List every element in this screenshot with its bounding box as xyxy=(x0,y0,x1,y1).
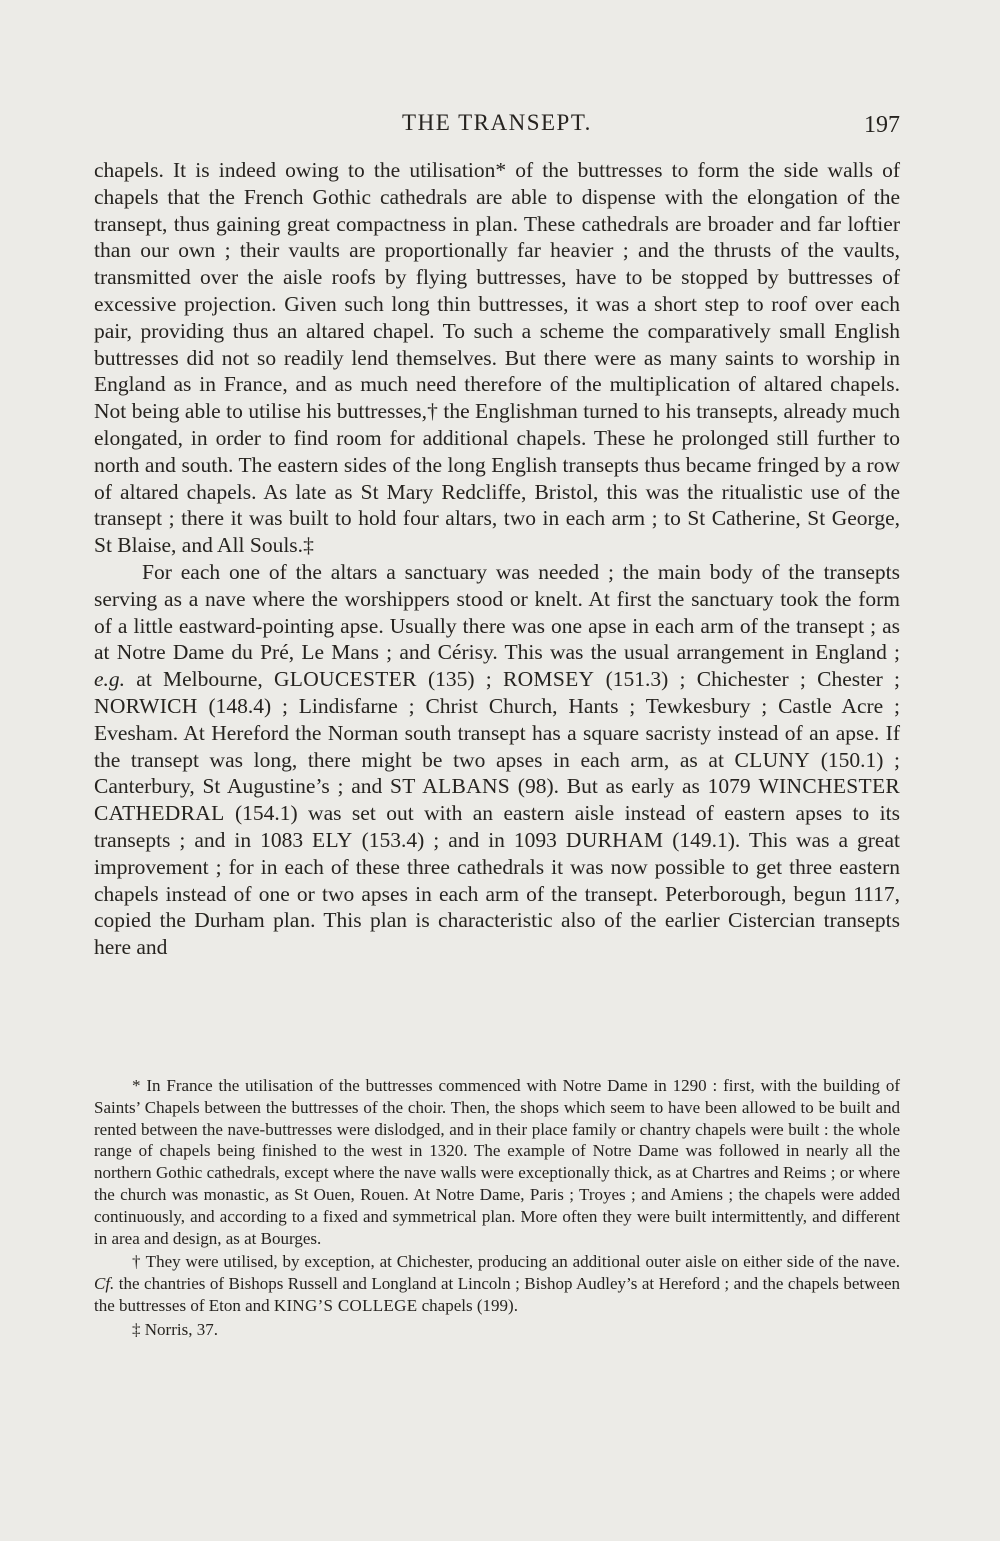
text-run: the Englishman turned to his transepts, already much elongated, in order to find room for additional chapels. These he prolonged still further to north and south. The eastern sides of the long English transepts thus became fringed by a row of altared chapels. As late as St Mary Redcliffe, Bristol, this was the ritualistic use of the transept ; there it was built to hold four altars, two in each arm ; to St Catherine, St George, St Blaise, and All Souls. xyxy=(94,399,900,558)
cross-reference: NORWICH xyxy=(94,693,198,718)
italic-abbreviation: e.g. xyxy=(94,667,126,692)
text-run: (148.4) ; Lindisfarne ; Christ Church, Hants ; Tewkesbury ; Castle Acre ; Evesham. At Hereford the Norman south transept has a square sacristy instead of an apse. If the transept was long, there might be two apses in each arm, as at xyxy=(94,693,900,772)
cross-reference: DURHAM xyxy=(565,827,664,852)
cross-reference: WINCHESTER CATHEDRAL xyxy=(94,774,901,826)
running-title: THE TRANSEPT. xyxy=(402,110,592,135)
footnotes xyxy=(94,1075,900,1341)
italic-abbreviation: Cf. xyxy=(94,1274,115,1294)
text-run: (149.1). This was a great improvement ; for in each of these three cathedrals it was now possible to get three eastern chapels instead of one or two apses in each arm of the transept. Peterborough, begun 1117, copied the Durham plan. This plan is characteristic also of the earlier Cistercian transepts here and xyxy=(94,827,900,960)
footnote-marker: * xyxy=(495,158,507,182)
text-run: chapels (199). xyxy=(417,1295,518,1315)
cross-reference: GLOUCESTER xyxy=(273,667,417,692)
text-run: † They were utilised, by exception, at Chichester, producing an additional outer aisle on either side of the nave. xyxy=(132,1252,900,1272)
page-number: 197 xyxy=(864,112,900,138)
body-text xyxy=(94,157,900,961)
paragraph-2 xyxy=(94,559,900,961)
paragraph-1 xyxy=(94,157,900,559)
page-header xyxy=(94,108,900,142)
text-run: (151.3) ; Chichester ; Chester ; xyxy=(594,667,900,692)
footnote-3: ‡ Norris, 37. xyxy=(132,1319,218,1339)
text-run: (98). But as early as 1079 xyxy=(510,774,759,799)
cross-reference: ST ALBANS xyxy=(390,774,511,799)
text-run: (135) ; xyxy=(416,667,503,692)
text-run: For each one of the altars a sanctuary was needed ; the main body of the transepts serving as a nave where the worshippers stood or knelt. At first the sanctuary took the form of a little eastward-pointing apse. Usually there was one apse in each arm of the transept ; as at Notre Dame du Pré, Le Mans ; and Cérisy. This was the usual arrangement in England ; xyxy=(94,559,900,665)
footnote-2 xyxy=(94,1251,900,1316)
cross-reference: CLUNY xyxy=(734,747,811,772)
footnote-1: * In France the utilisation of the buttresses commenced with Notre Dame in 1290 : first, with the building of Saints’ Chapels between the buttresses of the choir. Then, the shops which seem to have been allowed to be built and rented between the nave-buttresses were dislodged, and in their place family or chantry chapels were built : the whole range of chapels being finished to the west in 1320. The example of Notre Dame was followed in nearly all the northern Gothic cathedrals, except where the nave walls were exceptionally thick, as at Chartres and Reims ; or where the church was monastic, as St Ouen, Rouen. At Notre Dame, Paris ; Troyes ; and Amiens ; the chapels were added continuously, and according to a fixed and symmetrical plan. More often they were built intermittently, and different in area and design, as at Bourges. xyxy=(94,1076,900,1248)
cross-reference: ELY xyxy=(312,827,353,852)
cross-reference: ROMSEY xyxy=(502,667,595,692)
text-run: (153.4) ; and in 1093 xyxy=(352,827,566,852)
text-run: of the buttresses to form the side walls of chapels that the French Gothic cathedrals are able to dispense with the elongation of the transept, thus gaining great compactness in plan. These cathedrals are broader and far loftier than our own ; their vaults are proportionally far heavier ; and the thrusts of the vaults, transmitted over the aisle roofs by flying buttresses, have to be stopped by buttresses of excessive projection. Given such long thin buttresses, it was a short step to roof over each pair, providing thus an altared chapel. To such a scheme the comparatively small English buttresses did not so readily lend themselves. But there were as many saints to worship in England as in France, and as much need therefore of the multiplication of altared chapels. Not being able to utilise his buttresses, xyxy=(94,158,900,424)
footnote-marker: † xyxy=(427,399,438,424)
footnote-marker: ‡ xyxy=(303,533,314,558)
text-run: at Melbourne, xyxy=(125,667,274,692)
text-run: (154.1) was set out with an eastern aisle instead of eastern apses to its transepts ; and in 1083 xyxy=(94,801,900,852)
cross-reference: KING’S COLLEGE xyxy=(273,1295,418,1315)
text-run: chapels. It is indeed owing to the utilisation xyxy=(94,158,496,182)
text-run: the chantries of Bishops Russell and Longland at Lincoln ; Bishop Audley’s at Hereford ; and the chapels between the buttresses of Eton and xyxy=(94,1274,900,1315)
text-run: (150.1) ; Canterbury, St Augustine’s ; and xyxy=(94,747,900,799)
